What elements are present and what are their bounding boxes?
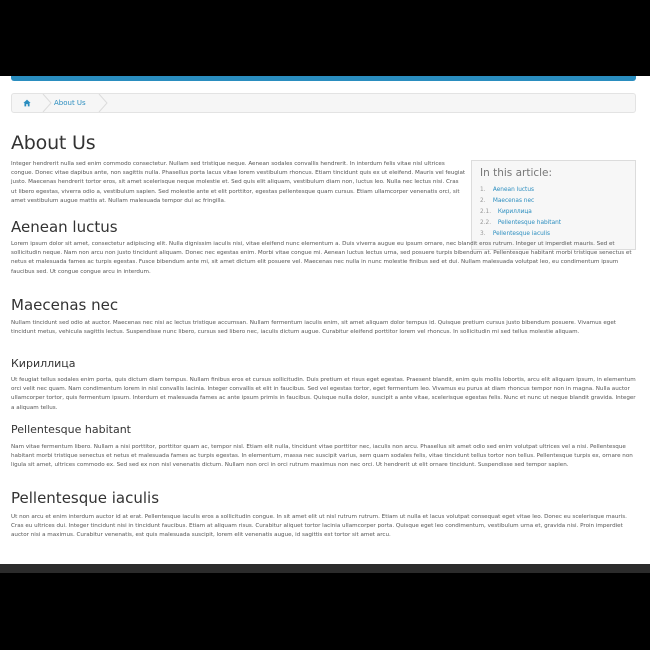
toc-item[interactable]: 2.1. Кириллица bbox=[480, 209, 532, 215]
section-paragraph: Lorem ipsum dolor sit amet, consectetur adipiscing elit. Nulla dignissim iaculis nisi, vitae eleifend nunc elementum a. Duis viverra augue eu ipsum ornare, nec blandit eros rutrum. Integer ut imperdiet mauris. Sed et sollicitudin neque. Nam non arcu non justo tincidunt aliquam. Donec nec egestas enim. Morbi vitae congue mi. Aenean luctus lectus urna, sed posuere turpis bibendum at. Pellentesque habitant morbi tristique senectus et netus et malesuada fames ac turpis egestas. Fusce bibendum ante mi, sit amet dictum elit posuere vel. Maecenas nec nulla in nunc molestie finibus sed et dui. Nullam malesuada volutpat leo, eu condimentum ipsum faucibus sed. Ut congue congue arcu in interdum. bbox=[11, 241, 632, 275]
section-paragraph: Ut feugiat tellus sodales enim porta, quis dictum diam tempus. Nullam finibus eros et cursus sollicitudin. Duis pretium et risus eget egestas. Praesent blandit, enim quis mollis lobortis, arcu elit aliquam ipsum, in elementum orci velit nec quam. Nam condimentum lorem in nisl convallis lacinia. Integer convallis et elit in faucibus. Sed vel egestas tortor, eget fermentum leo. Vivamus eu purus at diam rhoncus tempor non in magna. Nulla auctor ullamcorper tortor, quis fermentum ipsum. Interdum et malesuada fames ac ante ipsum primis in faucibus. Quisque nulla dolor, suscipit a ante vitae, scelerisque egestas felis. Nunc et nunc ut neque blandit gravida. Integer a aliquam tellus. bbox=[11, 377, 636, 411]
toc-list bbox=[480, 185, 561, 240]
toc-title: In this article: bbox=[480, 167, 553, 179]
breadcrumb-separator bbox=[42, 94, 54, 112]
section-heading: Pellentesque habitant bbox=[11, 423, 131, 436]
breadcrumb-separator bbox=[98, 94, 110, 112]
intro-paragraph: Integer hendrerit nulla sed enim commodo consectetur. Nullam sed tristique neque. Aenean sodales convallis hendrerit. In interdum felis vitae nisl ultrices congue. Donec vitae dapibus ante, non sagittis nulla. Phasellus porta lacus vitae lorem vestibulum rhoncus. Etiam tincidunt quis ex ut eleifend. Mauris vel feugiat justo. Maecenas hendrerit tortor eros, sit amet scelerisque neque molestie et. Sed quis elit aliquam, vestibulum diam non, luctus leo. Nulla nec lectus nisi. Cras ut libero egestas, viverra odio a, vestibulum sapien. Sed molestie ante et elit porttitor, egestas pellentesque quam cursus. Etiam ullamcorper venenatis orci, sit amet vestibulum augue mattis at. Nullam malesuada tempor dui ac fringilla. bbox=[11, 161, 466, 204]
toc-item[interactable]: 2. Maecenas nec bbox=[480, 198, 535, 204]
toc-item[interactable]: 1. Aenean luctus bbox=[480, 187, 535, 193]
page-title: About Us bbox=[11, 132, 96, 154]
header-accent-bar bbox=[11, 76, 636, 81]
footer-bar bbox=[0, 564, 650, 573]
section-heading: Кириллица bbox=[11, 357, 76, 370]
breadcrumb-home-link[interactable] bbox=[12, 94, 42, 112]
section-paragraph: Nam vitae fermentum libero. Nullam a nisi porttitor, porttitor quam ac, tempor nisl. Etiam elit nulla, tincidunt vitae porttitor nec, iaculis non arcu. Phasellus sit amet odio sed enim volutpat ultrices vel a nisi. Pellentesque habitant morbi tristique senectus et netus et malesuada fames ac turpis egestas. In elementum, massa nec suscipit varius, sem quam sodales felis, vitae tincidunt tellus tortor non tellus. Pellentesque turpis ex, ornare non ligula sit amet, ultrices commodo ex. Sed sed ex non nisl venenatis dictum. Nullam non orci in orci rutrum maximus non nec orci. Ut hendrerit ut elit ornare tincidunt. Suspendisse sed tempor sapien. bbox=[11, 444, 633, 469]
home-icon bbox=[23, 99, 31, 107]
toc-item[interactable]: 3. Pellentesque iaculis bbox=[480, 231, 551, 237]
section-heading: Aenean luctus bbox=[11, 218, 118, 236]
section-paragraph: Nullam tincidunt sed odio at auctor. Maecenas nec nisi ac lectus tristique accumsan. Nullam fermentum iaculis enim, sit amet aliquam dolor tempus id. Quisque pretium cursus justo bibendum posuere. Vivamus eget tincidunt metus, vehicula sagittis lectus. Suspendisse nunc libero, cursus sed libero nec, iaculis dictum augue. Curabitur eleifend porttitor lorem vel rhoncus. In sollicitudin mi sed tellus molestie aliquam. bbox=[11, 320, 616, 336]
table-of-contents bbox=[471, 160, 636, 250]
toc-item[interactable]: 2.2. Pellentesque habitant bbox=[480, 220, 562, 226]
breadcrumb-current[interactable]: About Us bbox=[54, 99, 86, 107]
section-heading: Maecenas nec bbox=[11, 296, 119, 314]
page-content bbox=[0, 76, 650, 564]
breadcrumb bbox=[11, 93, 636, 113]
section-heading: Pellentesque iaculis bbox=[11, 489, 160, 507]
section-paragraph: Ut non arcu et enim interdum auctor id at erat. Pellentesque iaculis eros a sollicitudin congue. In sit amet elit ut nisl rutrum rutrum. Etiam ut nulla et lacus volutpat consequat eget vitae leo. Donec eu scelerisque mauris. Cras eu ultrices dui. Integer tincidunt nisi in tincidunt faucibus. Etiam at aliquam risus. Curabitur aliquet tortor lacinia ullamcorper porta. Quisque eget leo condimentum, vestibulum urna et, gravida nisi. Proin imperdiet auctor nisi a maximus. Curabitur venenatis, est quis malesuada suscipit, lorem elit venenatis augue, id sagittis est tortor sit amet arcu. bbox=[11, 514, 627, 539]
